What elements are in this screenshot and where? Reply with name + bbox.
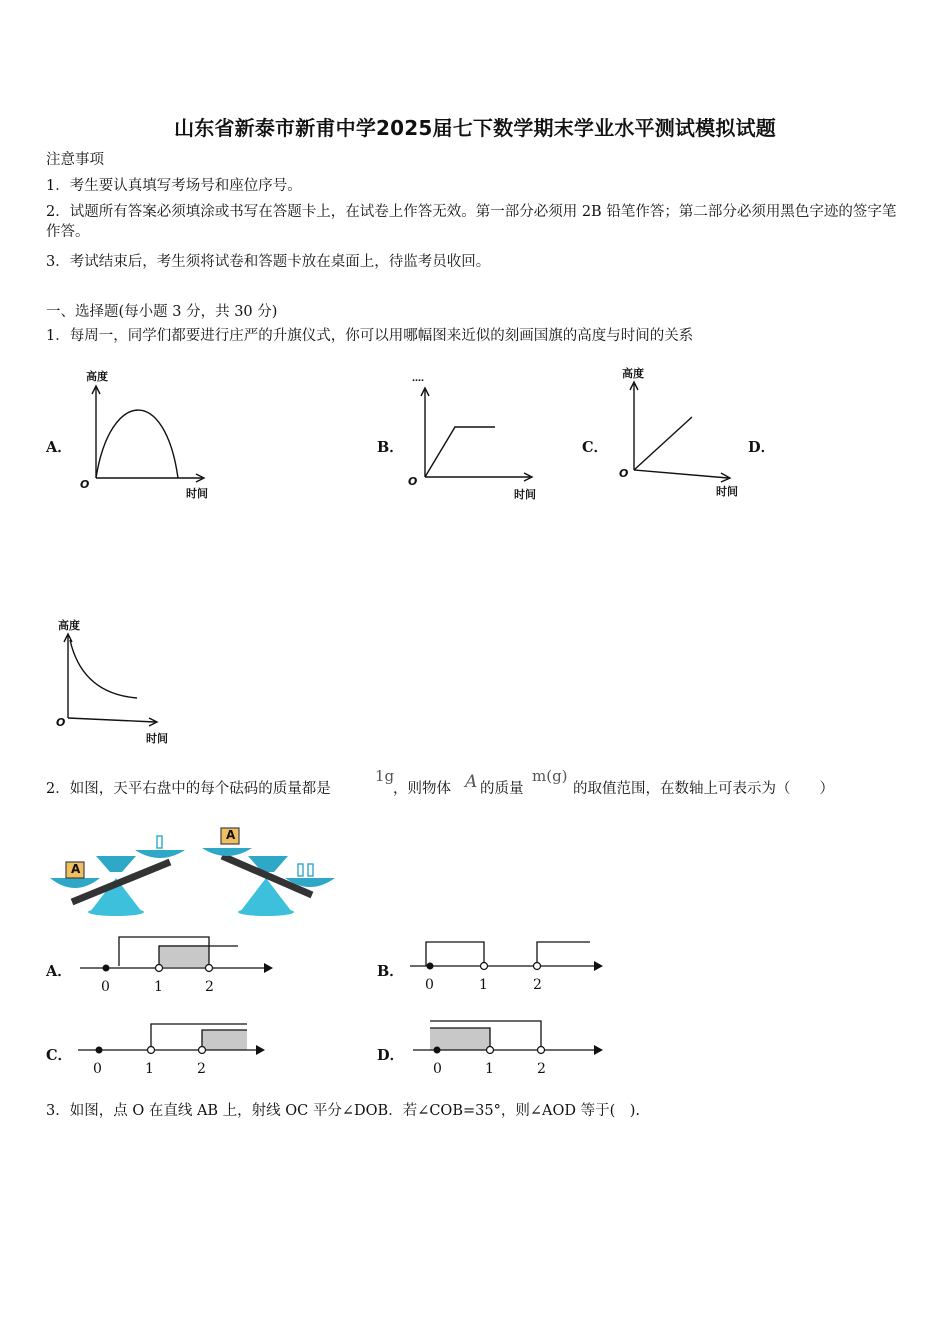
question-2-part-d: 的取值范围，在数轴上可表示为（ ） bbox=[573, 781, 834, 797]
question-2-part-b: ，则物体 bbox=[393, 781, 451, 797]
numberline-c-point-1 bbox=[148, 1047, 155, 1054]
numberline-c-tick-2: 2 bbox=[197, 1061, 206, 1077]
graph-d-origin: O bbox=[56, 716, 66, 729]
numberline-b-bracket-1 bbox=[426, 942, 484, 966]
numberline-b-bracket-2 bbox=[537, 942, 590, 966]
numberline-b-point-2 bbox=[534, 963, 541, 970]
graph-a-ylabel: 高度 bbox=[86, 370, 108, 383]
question-2-part-a: 2．如图，天平右盘中的每个砝码的质量都是 bbox=[46, 781, 331, 797]
section-heading: 一、选择题(每小题 3 分，共 30 分) bbox=[46, 304, 278, 320]
graph-c-xlabel: 时间 bbox=[716, 485, 738, 498]
numberline-b-arrow bbox=[594, 961, 603, 971]
numberline-a-arrow bbox=[264, 963, 273, 973]
numberline-d-tick-1: 1 bbox=[485, 1061, 494, 1077]
numberline-c bbox=[78, 1024, 265, 1055]
question-3: 3．如图，点 O 在直线 AB 上，射线 OC 平分∠DOB．若∠COB=35°，则∠AOD 等于( ). bbox=[46, 1103, 640, 1119]
question-2-math-1g: 1g bbox=[375, 767, 395, 785]
page-title: 山东省新泰市新甫中学2025届七下数学期末学业水平测试模拟试题 bbox=[174, 116, 776, 140]
question-2-math-a: A bbox=[465, 772, 478, 792]
graph-c-ylabel: 高度 bbox=[622, 367, 644, 380]
question-1: 1．每周一，同学们都要进行庄严的升旗仪式，你可以用哪幅图来近似的刻画国旗的高度与时间的关系 bbox=[46, 328, 694, 344]
numberline-c-shade bbox=[202, 1030, 247, 1050]
q1-option-c: C． bbox=[582, 439, 609, 456]
numberline-c-tick-1: 1 bbox=[145, 1061, 154, 1077]
notice-heading: 注意事项 bbox=[46, 152, 104, 168]
notice-item-3: 3．考试结束后，考生须将试卷和答题卡放在桌面上，待监考员收回。 bbox=[46, 254, 491, 270]
numberline-a-point-0 bbox=[103, 965, 110, 972]
graph-b-origin: O bbox=[408, 475, 418, 488]
graph-a-origin: O bbox=[80, 478, 90, 491]
balance-right-box-label: A bbox=[226, 828, 236, 842]
numberline-d-point-0 bbox=[434, 1047, 441, 1054]
numberline-a-tick-2: 2 bbox=[205, 979, 214, 995]
graph-d-xlabel: 时间 bbox=[146, 732, 168, 745]
numberline-c-tick-0: 0 bbox=[93, 1061, 102, 1077]
numberline-a-tick-0: 0 bbox=[101, 979, 110, 995]
numberline-b-tick-2: 2 bbox=[533, 977, 542, 993]
q1-option-b: B． bbox=[377, 439, 404, 456]
numberline-b-point-1 bbox=[481, 963, 488, 970]
notice-item-2: 2．试题所有答案必须填涂或书写在答题卡上，在试卷上作答无效。第一部分必须用 2B 铅笔作答；第二部分必须用黑色字迹的签字笔作答。 bbox=[46, 204, 897, 240]
graph-c-origin: O bbox=[619, 467, 629, 480]
numberline-d-point-2 bbox=[538, 1047, 545, 1054]
numberline-d-shade bbox=[430, 1028, 490, 1050]
q1-option-d: D． bbox=[748, 439, 776, 456]
numberline-d-tick-2: 2 bbox=[537, 1061, 546, 1077]
q2-option-c: C． bbox=[46, 1047, 73, 1064]
numberline-b bbox=[410, 942, 603, 971]
numberline-d-point-1 bbox=[487, 1047, 494, 1054]
graph-d-ylabel: 高度 bbox=[58, 619, 80, 632]
numberline-a bbox=[80, 937, 273, 973]
numberline-c-point-0 bbox=[96, 1047, 103, 1054]
graph-b-ylabel-faint: ‥‥ bbox=[412, 374, 425, 384]
question-2-math-mg: m(g) bbox=[532, 767, 568, 785]
numberline-c-arrow bbox=[256, 1045, 265, 1055]
numberline-a-tick-1: 1 bbox=[154, 979, 163, 995]
numberline-b-point-0 bbox=[427, 963, 434, 970]
q2-option-b: B． bbox=[377, 963, 404, 980]
balance-left-box-label: A bbox=[71, 862, 81, 876]
notice-item-1: 1．考生要认真填写考场号和座位序号。 bbox=[46, 178, 302, 194]
numberline-b-tick-1: 1 bbox=[479, 977, 488, 993]
numberline-d-tick-0: 0 bbox=[433, 1061, 442, 1077]
numberline-b-tick-0: 0 bbox=[425, 977, 434, 993]
graph-a-xlabel: 时间 bbox=[186, 487, 208, 500]
graph-b-xlabel: 时间 bbox=[514, 488, 536, 501]
q2-option-a: A． bbox=[46, 963, 72, 980]
numberline-c-point-2 bbox=[199, 1047, 206, 1054]
numberline-a-shade bbox=[159, 945, 209, 967]
q1-option-a: A． bbox=[46, 439, 72, 456]
numberline-a-point-2 bbox=[206, 965, 213, 972]
numberline-a-point-1 bbox=[156, 965, 163, 972]
numberline-d-arrow bbox=[594, 1045, 603, 1055]
numberline-d bbox=[413, 1021, 603, 1055]
question-2-part-c: 的质量 bbox=[480, 781, 524, 797]
q2-option-d: D． bbox=[377, 1047, 405, 1064]
